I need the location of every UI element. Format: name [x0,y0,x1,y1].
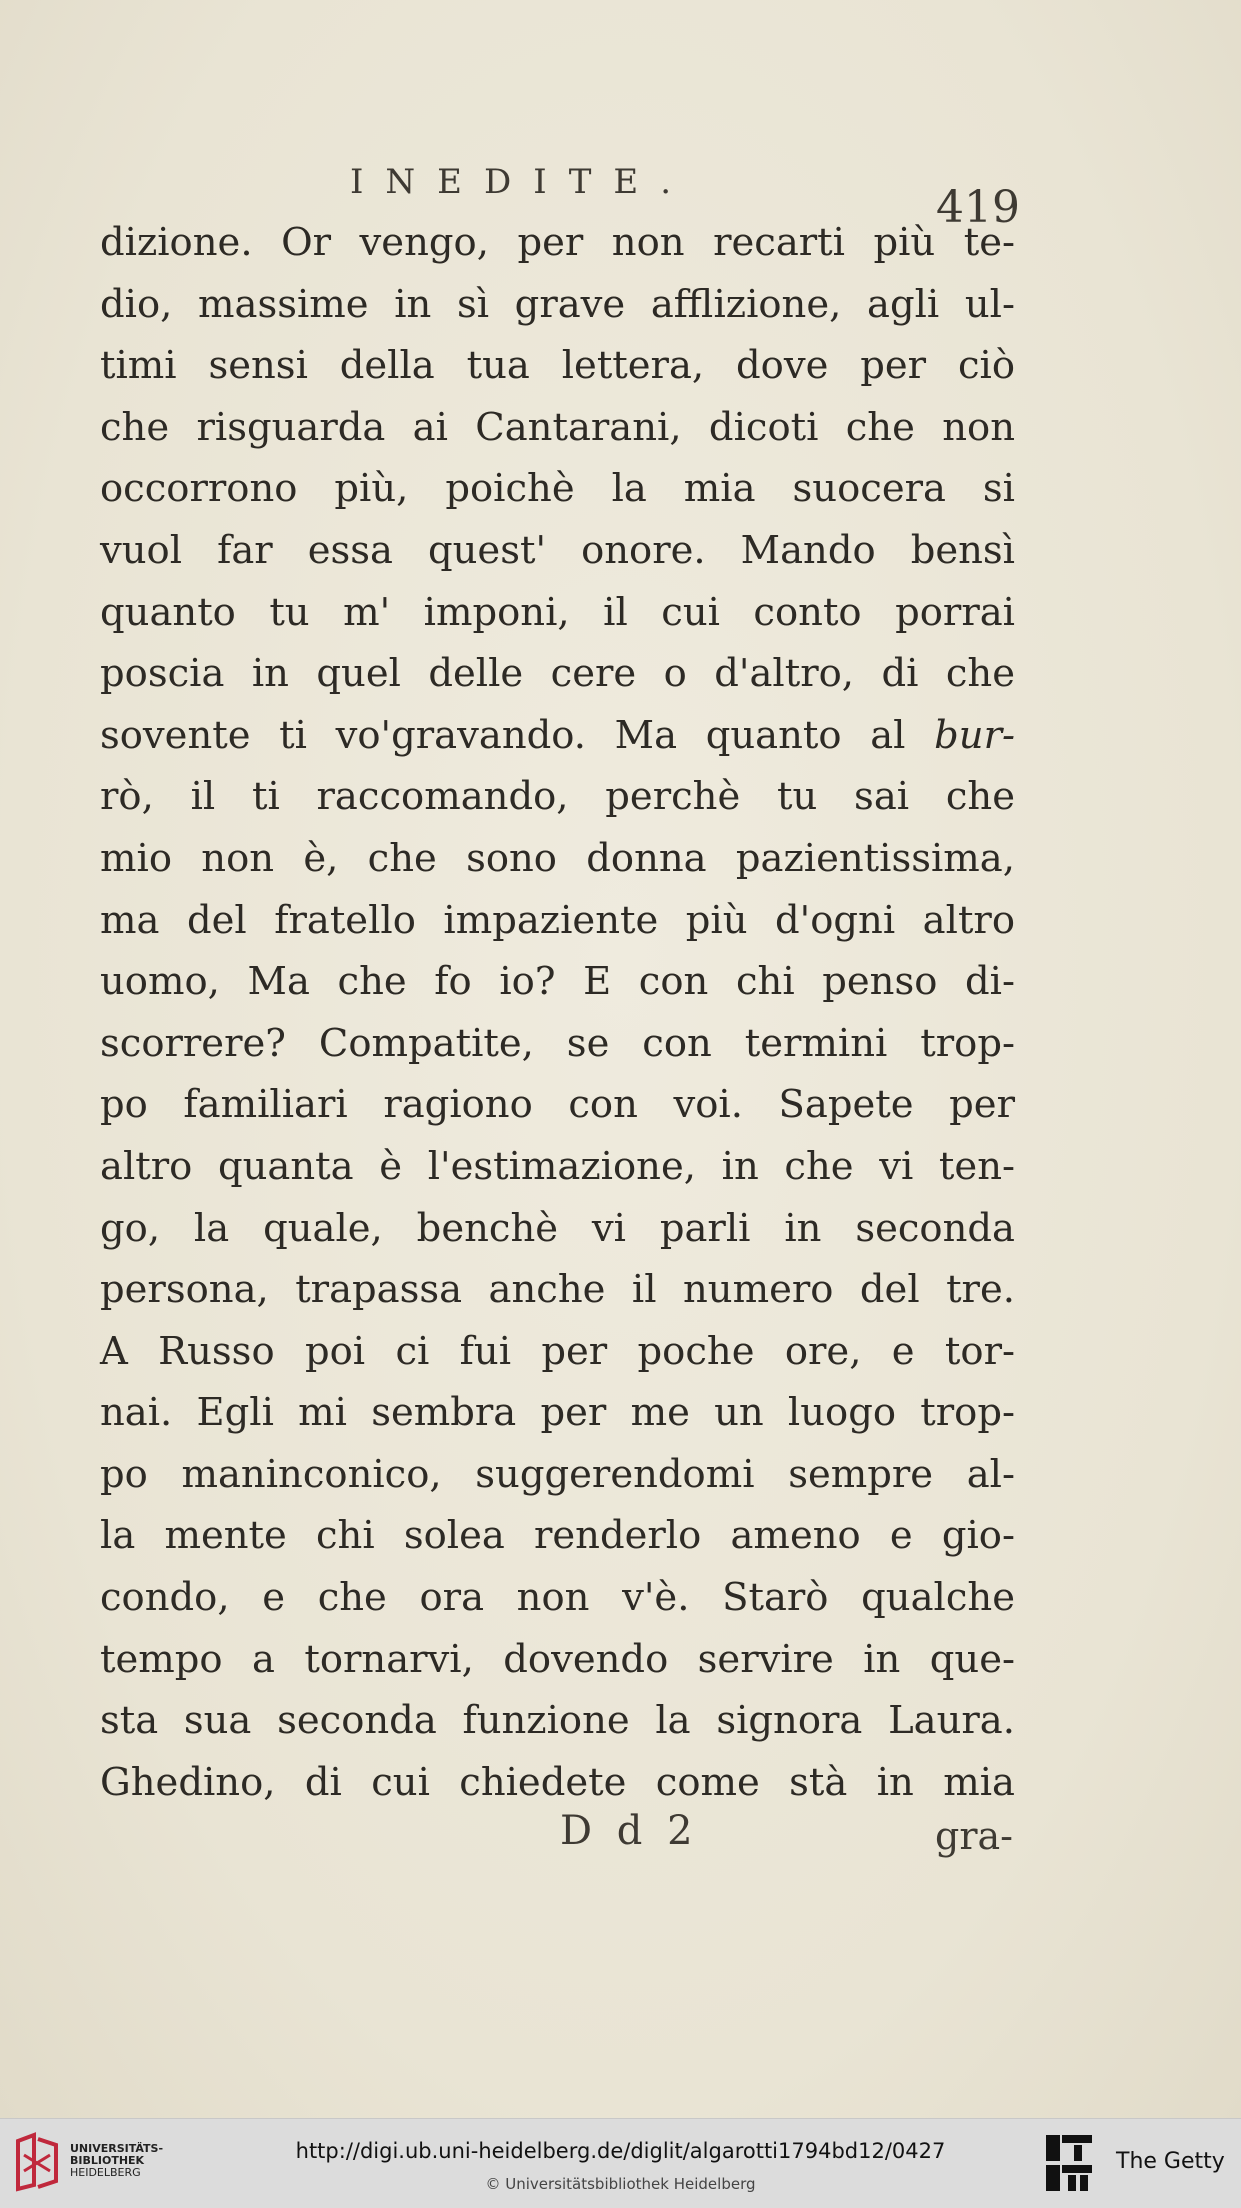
text-line: uomo, Ma che fo io? E con chi penso di- [100,959,1015,1005]
viewer-footer-bar [0,2118,1241,2208]
text-line: occorrono più, poichè la mia suocera si [100,466,1015,512]
signature-mark: D d 2 [560,1808,699,1854]
text-line: timi sensi della tua lettera, dove per ciò [100,343,1015,389]
text-line: tempo a tornarvi, dovendo servire in que- [100,1636,1015,1682]
copyright-notice: © Universitätsbibliothek Heidelberg [485,2175,756,2193]
text-line: quanto tu m' imponi, il cui conto porrai [100,589,1015,635]
permalink-url[interactable]: http://digi.ub.uni-heidelberg.de/diglit/algarotti1794bd12/0427 [295,2139,946,2163]
page-number: 419 [936,182,1020,233]
text-segment: rò, il ti raccomando, perchè tu sai che [100,774,1015,820]
library-line: HEIDELBERG [70,2166,141,2179]
text-line: persona, trapassa anche il numero del tre. [100,1267,1015,1313]
text-line: dio, massime in sì grave afflizione, agli ul- [100,281,1015,327]
text-line: altro quanta è l'estimazione, in che vi ten- [100,1143,1015,1189]
text-line: nai. Egli mi sembra per me un luogo trop- [100,1390,1015,1436]
library-line: UNIVERSITÄTS- [70,2142,164,2155]
getty-logo-icon[interactable] [1044,2133,1094,2195]
text-line: po maninconico, suggerendomi sempre al- [100,1451,1015,1497]
text-line: sta sua seconda funzione la signora Laura. [100,1698,1015,1744]
page-footer [100,1808,1015,1868]
text-line: vuol far essa quest' onore. Mando bensì [100,527,1015,573]
text-line: condo, e che ora non v'è. Starò qualche [100,1575,1015,1621]
text-line: la mente chi solea renderlo ameno e gio- [100,1513,1015,1559]
text-segment: sovente ti vo'gravando. Ma quanto al [100,712,906,758]
running-title: INEDITE. [350,162,693,202]
library-line: BIBLIOTHEK [70,2154,145,2167]
text-line [100,705,1015,767]
text-line: poscia in quel delle cere o d'altro, di che [100,651,1015,697]
body-text [100,212,1015,1813]
text-line: mio non è, che sono donna pazientissima, [100,835,1015,881]
getty-name[interactable]: The Getty [1116,2149,1225,2174]
text-line: dizione. Or vengo, per non recarti più te- [100,220,1015,265]
italic-word: bur- [934,712,1015,758]
text-line: po familiari ragiono con voi. Sapete per [100,1082,1015,1128]
text-line: scorrere? Compatite, se con termini trop- [100,1020,1015,1066]
text-line: A Russo poi ci fui per poche ore, e tor- [100,1328,1015,1374]
text-line [100,766,1015,828]
text-line: ma del fratello impaziente più d'ogni altro [100,897,1015,943]
catchword: gra- [935,1814,1013,1858]
text-line: che risguarda ai Cantarani, dicoti che non [100,404,1015,450]
text-line: go, la quale, benchè vi parli in seconda [100,1205,1015,1251]
text-line: Ghedino, di cui chiedete come stà in mia [100,1759,1015,1805]
